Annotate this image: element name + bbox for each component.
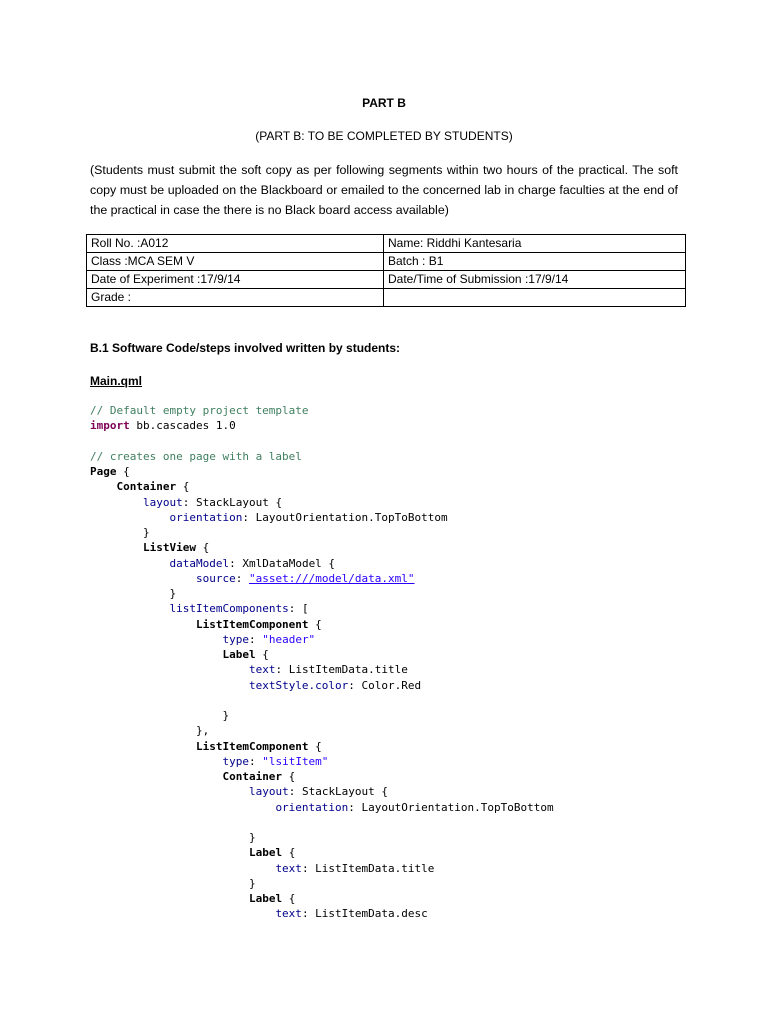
code-line bbox=[90, 662, 554, 677]
roll-no-cell: Roll No. :A012 bbox=[87, 235, 384, 253]
code-token: : StackLayout { bbox=[288, 785, 389, 799]
code-line bbox=[90, 830, 554, 845]
code-token: : XmlDataModel { bbox=[229, 556, 336, 570]
code-token bbox=[90, 480, 117, 493]
code-token: : bbox=[248, 754, 263, 768]
date-of-experiment-cell: Date of Experiment :17/9/14 bbox=[87, 271, 384, 289]
code-token: orientation bbox=[275, 800, 349, 814]
code-token: } bbox=[90, 876, 256, 890]
code-line bbox=[90, 418, 554, 433]
code-line bbox=[90, 479, 554, 494]
code-token: : ListItemData.title bbox=[301, 861, 435, 875]
code-token: Label bbox=[248, 892, 283, 905]
code-token: } bbox=[90, 526, 150, 539]
code-token: : StackLayout { bbox=[182, 495, 283, 509]
code-line bbox=[90, 571, 554, 586]
code-token: layout bbox=[248, 785, 289, 799]
code-token: orientation bbox=[169, 510, 243, 524]
table-row bbox=[87, 289, 686, 307]
code-line bbox=[90, 800, 554, 815]
code-token: Label bbox=[222, 648, 256, 661]
code-token: textStyle.color bbox=[248, 678, 349, 692]
code-token: text bbox=[275, 861, 302, 875]
code-token: // creates one page with a label bbox=[90, 449, 302, 463]
code-token bbox=[90, 801, 275, 814]
code-line bbox=[90, 754, 554, 769]
code-token: { bbox=[308, 739, 322, 753]
code-token: Page bbox=[90, 465, 117, 478]
code-token bbox=[90, 862, 275, 875]
code-token: layout bbox=[142, 495, 183, 509]
code-token bbox=[90, 785, 249, 798]
code-token: listItemComponents bbox=[169, 602, 289, 616]
date-of-submission-cell: Date/Time of Submission :17/9/14 bbox=[384, 271, 686, 289]
code-token: "asset:///model/data.xml" bbox=[248, 571, 415, 585]
batch-cell: Batch : B1 bbox=[384, 253, 686, 271]
code-line bbox=[90, 861, 554, 876]
code-token: : bbox=[235, 571, 249, 585]
code-token: Label bbox=[248, 846, 283, 860]
code-token: } bbox=[90, 709, 230, 722]
code-token: import bbox=[90, 419, 130, 433]
code-line bbox=[90, 739, 554, 754]
code-token: { bbox=[195, 541, 210, 555]
code-token: } bbox=[90, 587, 177, 600]
code-token bbox=[90, 740, 196, 753]
code-token: : ListItemData.title bbox=[275, 663, 408, 677]
section-b1-heading: B.1 Software Code/steps involved written by students: bbox=[90, 341, 401, 355]
code-token: { bbox=[282, 846, 296, 860]
code-token: ListItemComponent bbox=[195, 617, 309, 631]
class-cell: Class :MCA SEM V bbox=[87, 253, 384, 271]
code-token bbox=[90, 663, 249, 676]
code-token bbox=[90, 892, 249, 905]
code-token: { bbox=[282, 770, 296, 783]
code-token bbox=[90, 679, 249, 692]
code-line bbox=[90, 464, 554, 479]
code-token bbox=[90, 602, 169, 615]
code-token: : ListItemData.desc bbox=[301, 907, 428, 921]
code-line bbox=[90, 891, 554, 906]
code-token: { bbox=[255, 648, 269, 661]
code-token: text bbox=[248, 663, 276, 677]
code-token: : [ bbox=[288, 602, 309, 616]
code-token: ListView bbox=[142, 541, 196, 555]
code-token: source bbox=[195, 571, 236, 585]
code-token: dataModel bbox=[169, 556, 230, 570]
code-token bbox=[90, 618, 196, 631]
code-line bbox=[90, 845, 554, 860]
code-token: type bbox=[222, 632, 249, 646]
code-token: : LayoutOrientation.TopToBottom bbox=[242, 510, 448, 524]
code-line bbox=[90, 906, 554, 921]
code-line bbox=[90, 723, 554, 738]
table-row bbox=[87, 271, 686, 289]
code-line bbox=[90, 678, 554, 693]
code-line bbox=[90, 708, 554, 723]
code-token: bb.cascades 1.0 bbox=[129, 419, 236, 433]
code-token bbox=[90, 648, 222, 661]
code-token: : LayoutOrientation.TopToBottom bbox=[348, 800, 554, 814]
part-subtitle: (PART B: TO BE COMPLETED BY STUDENTS) bbox=[255, 129, 513, 143]
instructions-paragraph: (Students must submit the soft copy as per following segments within two hours of the practical. The soft copy must be uploaded on the Blackboard or emailed to the concerned lab in charge faculties at the end of the practical in case the there is no Black board access available) bbox=[90, 163, 678, 217]
code-token bbox=[90, 907, 275, 920]
grade-value-cell bbox=[384, 289, 686, 307]
code-line bbox=[90, 693, 554, 708]
code-token: { bbox=[176, 480, 190, 494]
code-token bbox=[90, 541, 143, 554]
code-token: "header" bbox=[262, 632, 316, 646]
code-token: Container bbox=[116, 480, 177, 494]
code-line bbox=[90, 617, 554, 632]
code-token: : bbox=[248, 632, 263, 646]
code-token: text bbox=[275, 907, 302, 921]
code-token bbox=[90, 755, 222, 768]
code-token: { bbox=[282, 892, 296, 905]
code-token: ListItemComponent bbox=[195, 739, 309, 753]
code-line bbox=[90, 784, 554, 799]
code-line bbox=[90, 495, 554, 510]
code-token bbox=[90, 633, 222, 646]
code-line bbox=[90, 876, 554, 891]
code-line bbox=[90, 403, 554, 418]
code-line bbox=[90, 540, 554, 555]
code-token: : Color.Red bbox=[348, 678, 422, 692]
code-token: { bbox=[116, 465, 130, 478]
file-name-heading: Main.qml bbox=[90, 374, 143, 388]
code-token: type bbox=[222, 754, 249, 768]
code-line bbox=[90, 434, 554, 449]
code-token: }, bbox=[90, 724, 210, 738]
code-line bbox=[90, 586, 554, 601]
code-token: } bbox=[90, 831, 256, 844]
code-token: // Default empty project template bbox=[90, 404, 309, 417]
table-row bbox=[87, 253, 686, 271]
code-line bbox=[90, 601, 554, 616]
code-line bbox=[90, 632, 554, 647]
code-line bbox=[90, 525, 554, 540]
code-token bbox=[90, 846, 249, 859]
code-line bbox=[90, 556, 554, 571]
code-token bbox=[90, 572, 196, 585]
name-cell: Name: Riddhi Kantesaria bbox=[384, 235, 686, 253]
part-title: PART B bbox=[362, 96, 406, 110]
code-listing bbox=[90, 403, 554, 922]
code-token bbox=[90, 557, 169, 570]
code-line bbox=[90, 647, 554, 662]
table-row bbox=[87, 235, 686, 253]
code-line bbox=[90, 449, 554, 464]
code-line bbox=[90, 510, 554, 525]
code-line bbox=[90, 769, 554, 784]
student-info-table bbox=[86, 234, 686, 307]
code-token bbox=[90, 770, 222, 783]
code-token: { bbox=[308, 617, 322, 631]
code-line bbox=[90, 815, 554, 830]
code-token bbox=[90, 511, 169, 524]
grade-cell: Grade : bbox=[87, 289, 384, 307]
code-token: "lsitItem" bbox=[262, 754, 329, 768]
code-token: Container bbox=[222, 770, 283, 783]
code-token bbox=[90, 496, 143, 509]
